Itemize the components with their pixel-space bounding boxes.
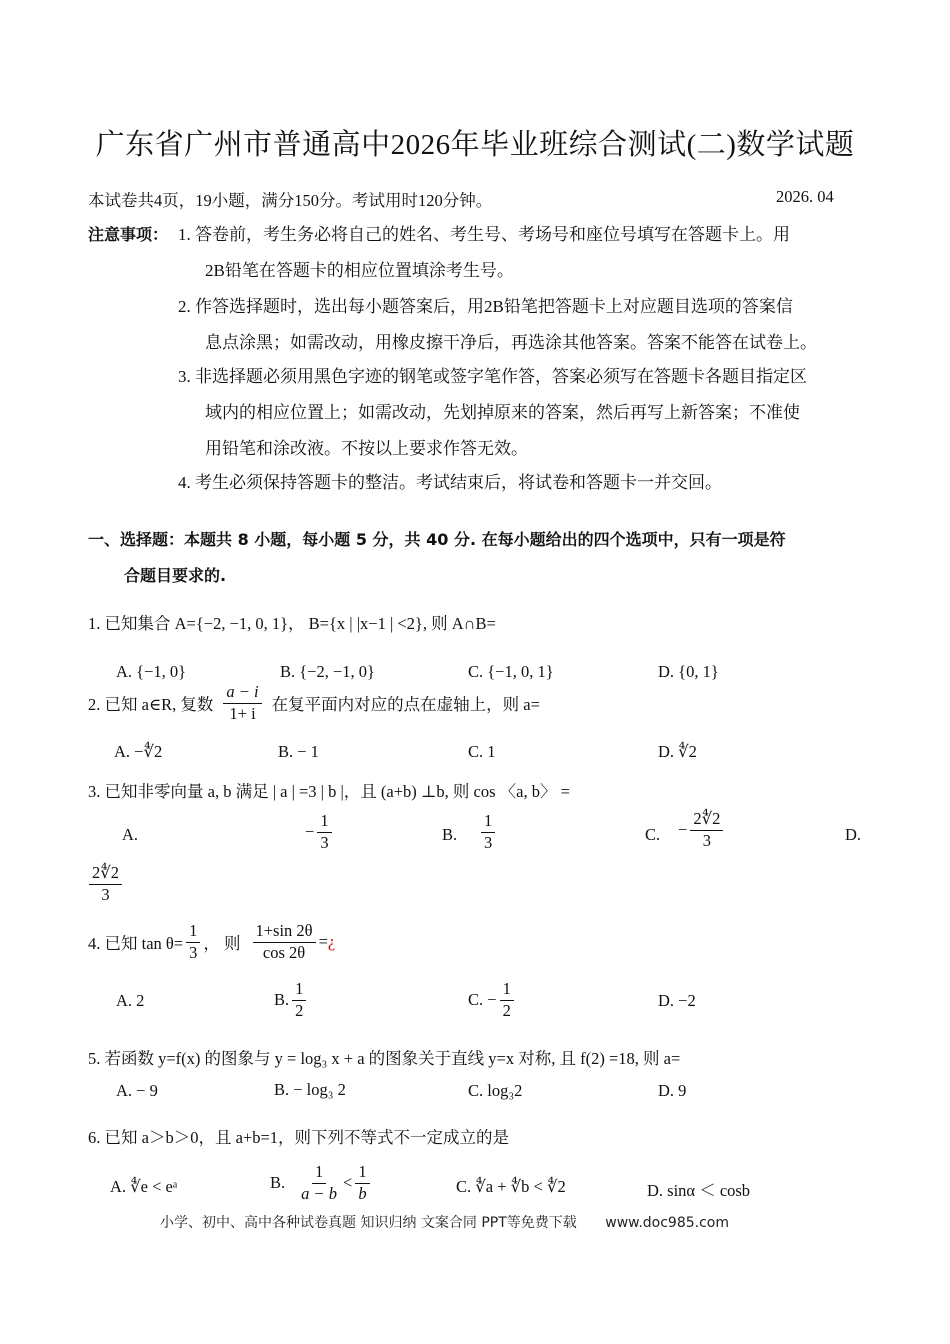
q5-option-c: C. log₃2 [468,1081,523,1100]
q5-option-d: D. 9 [658,1081,687,1100]
q1-option-a: A. {−1, 0} [116,662,187,681]
q6-b-den1: a − b [301,1183,338,1203]
q3-option-d-value [86,864,125,905]
q4-num1: 1 [186,922,200,943]
notice-line-8: 4. 考生必须保持答题卡的整洁。考试结束后，将试卷和答题卡一并交回。 [178,473,722,492]
q6-b-less-than: < [343,1173,353,1193]
section-heading-line-1: 一、选择题：本题共 8 小题，每小题 5 分，共 40 分. 在每小题给出的四个选项中，只有一项是符 [88,530,786,549]
q3-c-fraction [690,810,723,851]
notice-label: 注意事项： [88,225,169,244]
q4-b-den: 2 [295,1000,304,1020]
q4-den1: 3 [189,942,198,962]
q3-a-fraction [317,812,331,853]
q4-c-den: 2 [502,1000,511,1020]
footer-text: 小学、初中、高中各种试卷真题 知识归纳 文案合同 PPT等免费下载 [160,1215,577,1231]
q3-b-fraction [481,812,495,853]
q3-c-num: 2∜2 [690,810,723,831]
q6-b-den2: b [358,1183,367,1203]
q2-stem-post: 在复平面内对应的点在虚轴上，则 a= [271,695,540,715]
q1-stem: 1. 已知集合 A={−2, −1, 0, 1}， B={x | |x−1 | <2}, 则 A∩B= [88,614,496,633]
q3-d-num: 2∜2 [89,864,122,885]
q4-mark: ¿ [327,932,336,952]
q3-option-a-label: A. [122,825,139,844]
page-footer [160,1212,729,1232]
q4-option-c [468,980,517,1021]
q2-fraction [223,683,261,724]
q6-b-fraction-2 [355,1163,369,1204]
q5-stem: 5. 若函数 y=f(x) 的图象与 y = log₃ x + a 的图象关于直线 y=x 对称, 且 f(2) =18, 则 a= [88,1049,681,1068]
q1-option-c: C. {−1, 0, 1} [468,662,554,681]
q4-c-fraction [500,980,514,1021]
q4-stem-mid: ， 则 [203,934,241,954]
q2-option-a: A. −∜2 [114,742,163,761]
q1-option-b: B. {−2, −1, 0} [280,662,375,681]
exam-intro: 本试卷共4页，19小题，满分150分。考试用时120分钟。 [88,191,493,210]
q1-option-d: D. {0, 1} [658,662,719,681]
q4-option-b [274,980,309,1021]
q2-option-d: D. ∜2 [658,742,697,761]
q3-option-a-value [305,812,335,853]
q2-option-c: C. 1 [468,742,496,761]
q2-option-b: B. − 1 [278,742,319,761]
notice-line-6: 域内的相应位置上；如需改动，先划掉原来的答案，然后再写上新答案；不准使 [205,403,800,422]
q2-frac-num: a − i [223,683,261,704]
q4-equals: = [318,932,328,952]
q4-c-num: 1 [500,980,514,1001]
q4-stem-pre: 4. 已知 tan θ= [88,934,184,954]
exam-date: 2026. 04 [776,187,834,206]
q3-a-sign: − [305,822,315,842]
q4-b-label: B. [274,990,290,1010]
q4-den2: cos 2θ [262,942,306,962]
q3-b-den: 3 [484,832,493,852]
notice-line-3: 2. 作答选择题时，选出每小题答案后，用2B铅笔把答题卡上对应题目选项的答案信 [178,297,793,316]
q4-num2: 1+sin 2θ [253,922,316,943]
q4-fraction-2 [253,922,316,963]
page-title: 广东省广州市普通高中2026年毕业班综合测试(二)数学试题 [95,129,855,161]
notice-line-1: 1. 答卷前，考生务必将自己的姓名、考生号、考场号和座位号填写在答题卡上。用 [178,225,790,244]
q6-b-num1: 1 [312,1163,326,1184]
q3-option-c-label: C. [645,825,661,844]
footer-url[interactable]: www.doc985.com [605,1215,729,1231]
notice-line-5: 3. 非选择题必须用黑色字迹的钢笔或签字笔作答，答案必须写在答题卡各题目指定区 [178,367,807,386]
notice-line-7: 用铅笔和涂改液。不按以上要求作答无效。 [205,439,528,458]
q3-stem: 3. 已知非零向量 a, b 满足 | a | =3 | b |，且 (a+b) ⊥b, 则 cos 〈a, b〉 = [88,782,570,801]
q6-b-fraction-1 [298,1163,340,1204]
q3-b-num: 1 [481,812,495,833]
q3-a-den: 3 [320,832,329,852]
notice-line-2: 2B铅笔在答题卡的相应位置填涂考生号。 [205,261,514,280]
q4-option-d: D. −2 [658,991,696,1010]
q6-option-d: D. sinα ＜ cosb [647,1181,751,1200]
q4-b-num: 1 [292,980,306,1001]
q3-c-den: 3 [702,830,711,850]
q6-option-a: A. ∜e < eᵃ [110,1177,178,1196]
q3-option-b-value [478,812,498,853]
q3-d-den: 3 [101,884,110,904]
q6-b-num2: 1 [355,1163,369,1184]
q2-stem-pre: 2. 已知 a∈R, 复数 [88,695,214,715]
q4-c-label: C. − [468,990,497,1010]
q3-option-b-label: B. [442,825,458,844]
q3-option-c-value [678,810,726,851]
q3-d-fraction [89,864,122,905]
q5-option-a: A. − 9 [116,1081,158,1100]
q4-option-a: A. 2 [116,991,145,1010]
q6-option-b [270,1163,373,1204]
q3-a-num: 1 [317,812,331,833]
q3-c-sign: − [678,820,688,840]
q2-stem [88,683,540,724]
q6-b-label: B. [270,1173,286,1193]
q4-b-fraction [292,980,306,1021]
q4-stem [88,922,335,963]
q2-frac-den: 1+ i [229,703,256,723]
q3-option-d-label: D. [845,825,862,844]
notice-line-4: 息点涂黑；如需改动，用橡皮擦干净后，再选涂其他答案。答案不能答在试卷上。 [205,333,817,352]
section-heading-line-2: 合题目要求的. [124,566,227,585]
q6-option-c: C. ∜a + ∜b < ∜2 [456,1177,566,1196]
q6-stem: 6. 已知 a＞b＞0，且 a+b=1，则下列不等式不一定成立的是 [88,1128,510,1147]
q5-option-b: B. − log₃ 2 [274,1080,346,1099]
q4-fraction-1 [186,922,200,963]
